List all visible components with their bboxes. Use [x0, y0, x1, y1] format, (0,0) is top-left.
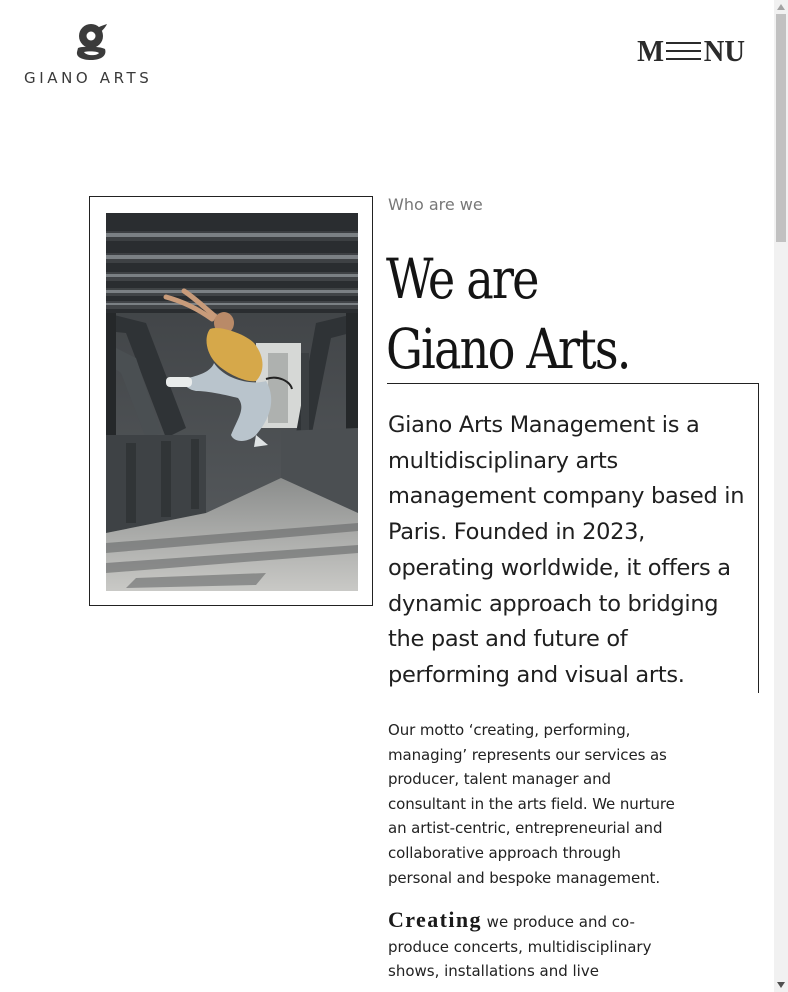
scroll-up-icon[interactable] [774, 0, 788, 14]
motto-paragraph: Our motto ‘creating, performing, managing’ represents our services as producer, talent manager and consultant in the arts field. We nurture an artist-centric, entrepreneurial and collaborative approach through personal and bespoke management. [388, 721, 675, 887]
intro-paragraph: Giano Arts Management is a multidisciplinary arts management company based in Paris. Founded in 2023, operating worldwide, it offers a dynamic approach to bridging the past and future of performing and visual arts. [388, 412, 745, 688]
headline-line-2: Giano Arts. [386, 317, 630, 381]
site-logo[interactable] [24, 22, 158, 86]
g-monogram-icon [72, 22, 112, 62]
scrollbar[interactable] [774, 0, 788, 992]
menu-label-left: M [637, 32, 665, 68]
headline-line-1: We are [386, 247, 538, 311]
section-eyebrow: Who are we [388, 195, 483, 214]
logo-text: GIANO ARTS [24, 69, 153, 87]
hamburger-icon [666, 37, 701, 63]
photo-frame [89, 196, 373, 606]
scrollbar-thumb[interactable] [776, 14, 786, 242]
creating-paragraph [388, 908, 680, 984]
menu-button[interactable] [636, 33, 747, 67]
page-title [386, 244, 746, 384]
menu-label-right: NU [704, 32, 746, 68]
creating-text: we produce and co-produce concerts, multidisciplinary shows, installations and live [388, 913, 652, 981]
scroll-down-icon[interactable] [774, 978, 788, 992]
dancer-photo [106, 213, 358, 591]
creating-title: Creating [388, 907, 482, 932]
